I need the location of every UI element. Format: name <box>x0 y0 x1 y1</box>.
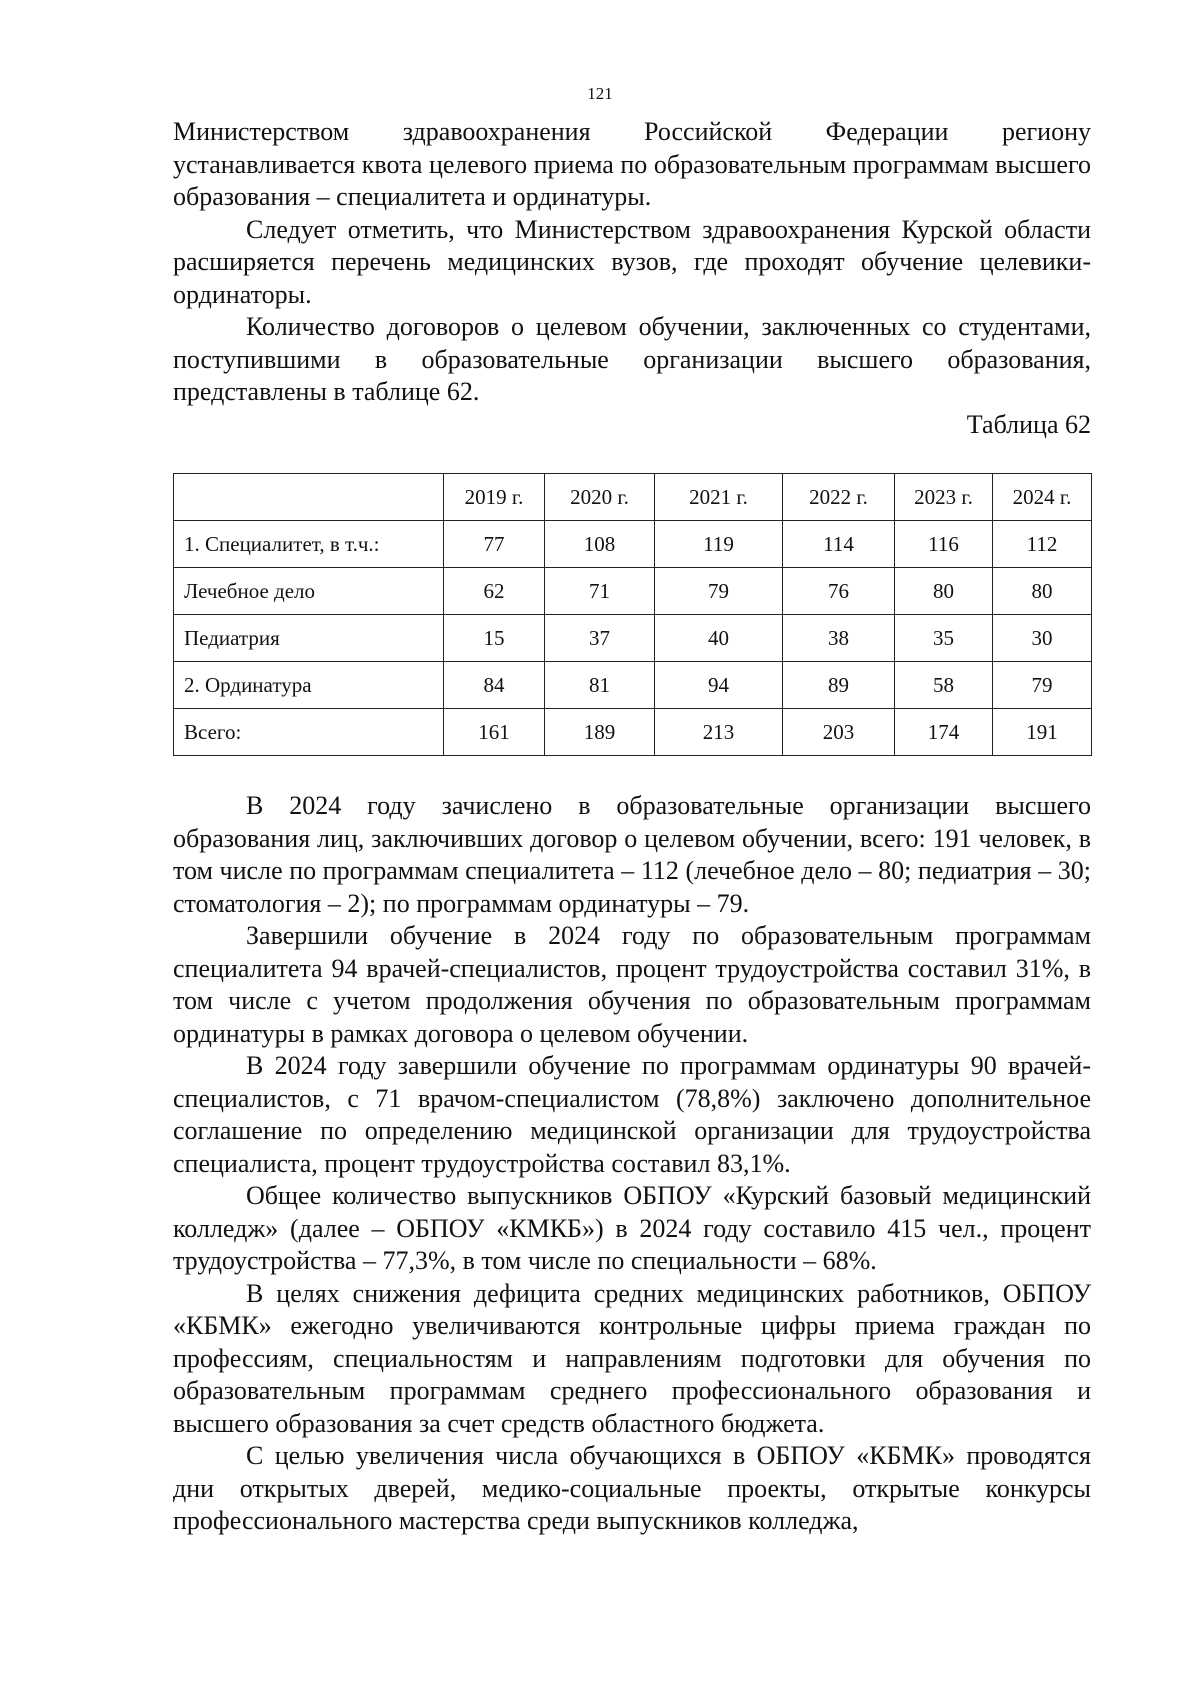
header-cell: 2020 г. <box>545 474 655 521</box>
table-cell: 80 <box>895 568 993 615</box>
table-cell: 203 <box>783 709 895 756</box>
intro-paragraph: Министерством здравоохранения Российской Федерации региону устанавливается квота целевого приема по образовательным программам высшего образования – специалитета и ординатуры. <box>173 117 1091 211</box>
body-paragraph: В 2024 году завершили обучение по программам ординатуры 90 врачей-специалистов, с 71 врачом-специалистом (78,8%) заключено дополнительное соглашение по определению медицинской организации для трудоустройства специалиста, процент трудоустройства составил 83,1%. <box>173 1051 1091 1178</box>
body-paragraph: В 2024 году зачислено в образовательные организации высшего образования лиц, заключивших договор о целевом обучении, всего: 191 человек, в том числе по программам специалитета – 112 (лечебное дело – 80; педиатрия – 30; стоматология – 2); по программам ординатуры – 79. <box>173 791 1091 918</box>
table-cell: 37 <box>545 615 655 662</box>
table-cell: 161 <box>444 709 545 756</box>
row-label: 1. Специалитет, в т.ч.: <box>174 521 444 568</box>
table-cell: 35 <box>895 615 993 662</box>
table-cell: 76 <box>783 568 895 615</box>
table-cell: 89 <box>783 662 895 709</box>
table-cell: 81 <box>545 662 655 709</box>
table-cell: 58 <box>895 662 993 709</box>
table-cell: 213 <box>655 709 783 756</box>
table-cell: 112 <box>993 521 1092 568</box>
body-paragraph: Завершили обучение в 2024 году по образовательным программам специалитета 94 врачей-специалистов, процент трудоустройства составил 31%, в том числе с учетом продолжения обучения по образовательным программам ординатуры в рамках договора о целевом обучении. <box>173 921 1091 1048</box>
table-cell: 62 <box>444 568 545 615</box>
table-cell: 79 <box>655 568 783 615</box>
table-cell: 38 <box>783 615 895 662</box>
table-cell: 30 <box>993 615 1092 662</box>
body-section <box>173 790 1091 1538</box>
header-cell: 2021 г. <box>655 474 783 521</box>
table-cell: 114 <box>783 521 895 568</box>
header-cell: 2022 г. <box>783 474 895 521</box>
row-label: Педиатрия <box>174 615 444 662</box>
header-cell <box>174 474 444 521</box>
table-cell: 108 <box>545 521 655 568</box>
table-row <box>174 521 1092 568</box>
table-cell: 189 <box>545 709 655 756</box>
table-cell: 80 <box>993 568 1092 615</box>
table-header-row <box>174 474 1092 521</box>
table-cell: 40 <box>655 615 783 662</box>
header-cell: 2019 г. <box>444 474 545 521</box>
table-cell: 77 <box>444 521 545 568</box>
table-cell: 71 <box>545 568 655 615</box>
row-label: 2. Ординатура <box>174 662 444 709</box>
intro-paragraph: Количество договоров о целевом обучении, заключенных со студентами, поступившими в образовательные организации высшего образования, представлены в таблице 62. <box>173 312 1091 406</box>
table-cell: 174 <box>895 709 993 756</box>
table-cell: 84 <box>444 662 545 709</box>
page-number: 121 <box>587 84 613 103</box>
table-cell: 15 <box>444 615 545 662</box>
table-row <box>174 709 1092 756</box>
table-row <box>174 662 1092 709</box>
body-paragraph: Общее количество выпускников ОБПОУ «Курский базовый медицинский колледж» (далее – ОБПОУ «КМКБ») в 2024 году составило 415 чел., процент трудоустройства – 77,3%, в том числе по специальности – 68%. <box>173 1181 1091 1275</box>
intro-section <box>173 116 1091 441</box>
header-cell: 2023 г. <box>895 474 993 521</box>
body-paragraph: В целях снижения дефицита средних медицинских работников, ОБПОУ «КБМК» ежегодно увеличиваются контрольные цифры приема граждан по профессиям, специальностям и направлениям подготовки для обучения по образовательным программам среднего профессионального образования и высшего образования за счет средств областного бюджета. <box>173 1278 1091 1438</box>
table-cell: 116 <box>895 521 993 568</box>
body-paragraph: С целью увеличения числа обучающихся в ОБПОУ «КБМК» проводятся дни открытых дверей, медико-социальные проекты, открытые конкурсы профессионального мастерства среди выпускников колледжа, <box>173 1441 1091 1535</box>
contracts-table <box>173 473 1092 756</box>
row-label: Лечебное дело <box>174 568 444 615</box>
table-row <box>174 568 1092 615</box>
table-cell: 94 <box>655 662 783 709</box>
table-cell: 191 <box>993 709 1092 756</box>
table-row <box>174 615 1092 662</box>
table-cell: 119 <box>655 521 783 568</box>
row-label: Всего: <box>174 709 444 756</box>
header-cell: 2024 г. <box>993 474 1092 521</box>
intro-paragraph: Следует отметить, что Министерством здравоохранения Курской области расширяется перечень медицинских вузов, где проходят обучение целевики-ординаторы. <box>173 214 1091 309</box>
table-cell: 79 <box>993 662 1092 709</box>
table-caption: Таблица 62 <box>966 409 1091 439</box>
